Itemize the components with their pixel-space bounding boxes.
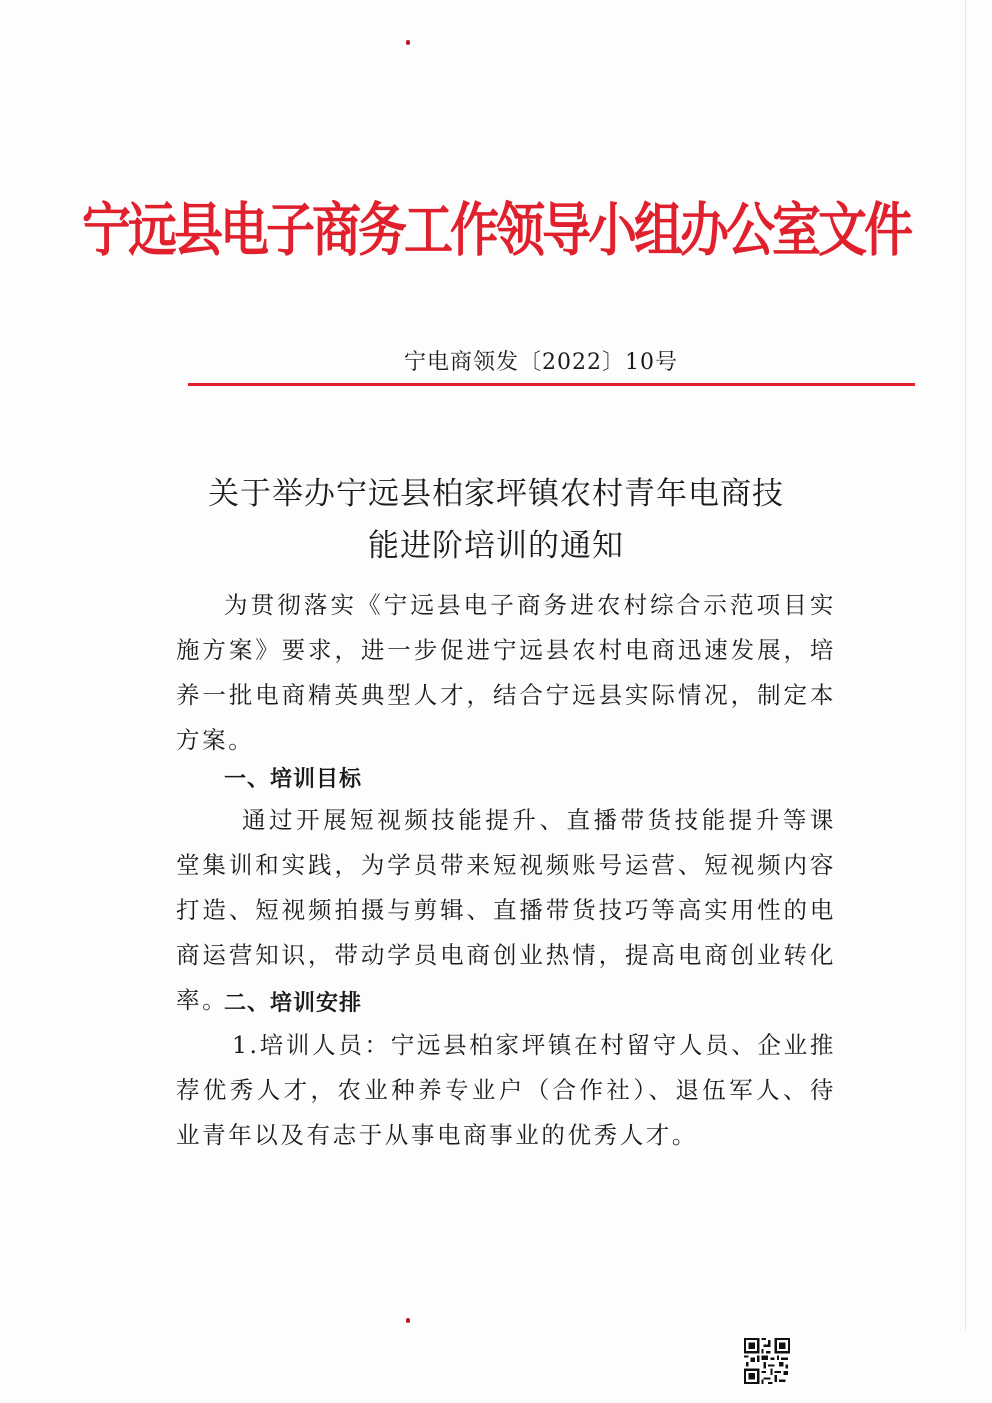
notice-title-line-1: 关于举办宁远县柏家坪镇农村青年电商技 [208, 476, 784, 512]
binding-mark-top [406, 40, 410, 45]
intro-paragraph: 为贯彻落实《宁远县电子商务进农村综合示范项目实施方案》要求，进一步促进宁远县农村电商迅速发展，培养一批电商精英典型人才，结合宁远县实际情况，制定本方案。 [176, 591, 836, 754]
document-number: 宁电商领发〔2022〕10号 [404, 350, 678, 375]
qr-code-icon [744, 1338, 790, 1384]
letterhead-red-rule [188, 383, 915, 386]
notice-title-line-2: 能进阶培训的通知 [368, 528, 624, 564]
page-edge-line [965, 0, 966, 1330]
binding-mark-bottom [406, 1318, 410, 1323]
section-heading-arrangement: 二、培训安排 [224, 991, 363, 1016]
arrangement-item-1: 1.培训人员：宁远县柏家坪镇在村留守人员、企业推荐优秀人才，农业种养专业户（合作社）、退伍军人、待业青年以及有志于从事电商事业的优秀人才。 [176, 1031, 836, 1149]
letterhead-title: 宁远县电子商务工作领导小组办公室文件 [81, 196, 910, 265]
section-heading-goal: 一、培训目标 [224, 767, 363, 792]
goal-paragraph: 通过开展短视频技能提升、直播带货技能提升等课堂集训和实践，为学员带来短视频账号运营、短视频内容打造、短视频拍摄与剪辑、直播带货技巧等高实用性的电商运营知识，带动学员电商创业热情，提高电商创业转化率。 [176, 806, 836, 1014]
